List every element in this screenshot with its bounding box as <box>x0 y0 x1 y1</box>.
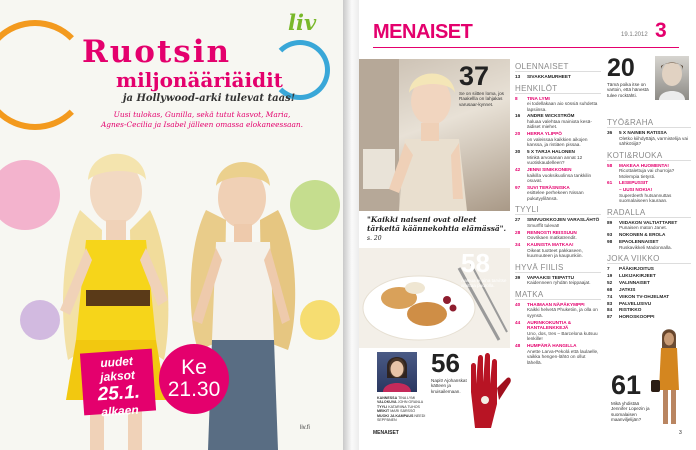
credit-name: NEEDI SEPPÄNEN <box>377 413 426 423</box>
toc-page-number: 87 <box>607 314 613 320</box>
toc-entry-description: esittelee perhekeen Nissan pukutyylilänsä. <box>527 190 584 201</box>
toc-entry-title: PÄÄKIRJOITUS <box>619 266 654 272</box>
toc-entry-description: Kaidenneen ryhdän teippaajat. <box>527 280 591 286</box>
toc-entry[interactable] <box>607 301 691 307</box>
credits-list <box>377 396 439 422</box>
toc-entry-title: THAIMAAN NÄPÄKYMPPI <box>527 301 585 307</box>
headline-sub: miljonääriäidit <box>116 68 283 92</box>
toc-entry[interactable] <box>515 343 601 365</box>
toc-entry-title: SIVAKKAMURHEET <box>527 74 571 79</box>
toc-page-number: 34 <box>515 242 521 248</box>
feature-caption-58: Aamua ei aina tarvitse aloittaa puurolla. <box>461 278 507 289</box>
red-driving-gloves-photo <box>463 352 513 430</box>
feature-number-61: 61 <box>611 370 642 400</box>
toc-page-number: 52 <box>607 279 613 285</box>
toc-entry-description: Oovrikaen matkatrendit. <box>527 235 577 241</box>
toc-page-number: 20 <box>515 131 521 137</box>
childhood-illustration <box>655 56 689 100</box>
toc-entry-head <box>607 180 691 186</box>
advert-deck-line: Agnes-Cecilia ja Isabel jälleen omassa elokaneessaan. <box>100 120 304 129</box>
toc-entry-title: PALVELUSIVU <box>619 300 652 306</box>
toc-entry[interactable] <box>515 320 601 342</box>
page-number: 3 <box>655 19 667 42</box>
headline-main: Ruotsin <box>82 34 232 70</box>
airtime-day: Ke <box>181 356 207 379</box>
toc-page-number: 39 <box>515 274 521 280</box>
header-rule <box>373 47 679 48</box>
toc-entry-description: Punaisen maton Janet. <box>619 225 667 231</box>
toc-page-number: 89 <box>607 219 613 225</box>
toc-list <box>607 266 691 320</box>
toc-section <box>515 205 601 258</box>
toc-entry-description: Anette Larva-Pekolá että laulaelle, vaikka hengen-lähtö on ollut lähellä. <box>527 348 599 365</box>
toc-section <box>515 263 601 286</box>
toc-section <box>515 62 601 80</box>
toc-entry[interactable] <box>607 187 691 204</box>
new-episodes-badge <box>80 349 156 420</box>
pull-quote-text: "Kaikki naiseni ovat olleet tärkeitä käännekohtia elämässä". <box>367 215 507 234</box>
toc-entry-description: Ruskavikkeli Madonnalla. <box>619 244 672 250</box>
toc-entry[interactable] <box>607 220 691 231</box>
toc-entry-description: kaikilla vuoksikuolinsa tankkilin osuvat. <box>527 172 592 184</box>
toc-section-title: JOKA VIIKKO <box>607 254 691 264</box>
toc-section-title: RADALLA <box>607 208 691 218</box>
toc-entry-head <box>515 74 601 80</box>
pancakes-photo <box>359 248 510 348</box>
toc-column-1 <box>515 62 601 369</box>
toc-page-number: 13 <box>515 74 521 79</box>
toc-entry-description: Uno, dos, tres – Barcelona kutsuu lenkille! <box>527 330 598 342</box>
toc-section <box>515 290 601 365</box>
toc-entry-head <box>607 294 691 300</box>
toc-entry[interactable] <box>515 242 601 259</box>
credit-name: TINA LYMI <box>398 396 416 400</box>
credit-row <box>377 414 439 423</box>
credit-role: KANNESSA <box>377 396 398 400</box>
credit-name: MARI SÄRSSÖ <box>390 409 416 414</box>
toc-entry-title: JENNI SINIKKONEN <box>527 167 572 173</box>
toc-entry-title: TINA LYMI <box>527 95 550 101</box>
channel-website: liv.fi <box>300 425 310 431</box>
toc-list <box>515 302 601 365</box>
magazine-title: MENAISET <box>373 21 473 43</box>
toc-entry[interactable] <box>515 217 601 228</box>
promo-date: 25.1. <box>96 381 141 406</box>
toc-entry-head <box>607 273 691 279</box>
credit-role: MUOKI JA KAMPAUS <box>377 413 414 418</box>
toc-entry-title: 5 X TARJA HALONEN <box>527 149 575 155</box>
credit-role: VALOKUVA <box>377 400 397 405</box>
toc-entry-description: ei todellakaan aio sössiä suhdetta lapsiinsa. <box>527 101 598 112</box>
toc-page-number: 16 <box>515 113 521 119</box>
toc-entry-title: SINIVUOKKOJEN VARASLÄHTÖ <box>527 217 600 223</box>
credit-name: JOHN GRANLA <box>397 400 424 405</box>
advert-deck <box>60 110 343 130</box>
toc-entry-title: HERRA YLIPPÖ <box>527 131 562 137</box>
toc-entry-title: – UUSI NOKIA! <box>619 187 653 193</box>
toc-list <box>607 130 691 147</box>
toc-entry[interactable] <box>607 307 691 313</box>
cover-star-photo <box>359 59 510 211</box>
toc-entry-description: Superdeeth hutsannuttas suomalaiseen kauraan. <box>619 192 672 204</box>
promo-line: uudet <box>99 353 134 371</box>
toc-entry[interactable] <box>515 96 601 113</box>
footer-brand: MENAISET <box>373 430 399 436</box>
toc-entry-title: LESEPUSSIT <box>619 180 649 186</box>
toc-section <box>607 151 691 204</box>
toc-page-number: 93 <box>607 232 613 238</box>
toc-entry-title: RISTIKKO <box>619 307 642 313</box>
toc-list <box>515 217 601 258</box>
channel-logo: liv <box>288 10 317 35</box>
toc-entry-title: VIIDAKON VALTIATTARET <box>619 219 678 225</box>
toc-entry[interactable] <box>607 280 691 286</box>
toc-page-number: 28 <box>515 229 521 235</box>
toc-entry-title: RENNOSTI REISSUUN <box>527 229 577 235</box>
toc-section-title: HYVÄ FIILIS <box>515 263 601 273</box>
toc-entry-title: 5 X NAINEN RATISSA <box>619 130 667 135</box>
toc-page-number: 8 <box>515 95 518 101</box>
toc-page-number: 98 <box>607 239 613 245</box>
toc-section-title: TYYLI <box>515 205 601 215</box>
table-of-contents-page <box>359 0 696 450</box>
toc-entry[interactable] <box>515 302 601 319</box>
airtime-time: 21.30 <box>167 378 221 401</box>
toc-page-number: 7 <box>607 266 610 272</box>
toc-entry-description: Kaikki helvetä Phuketiin, ja olla on syynsä. <box>527 307 598 318</box>
footer-page-number: 3 <box>679 430 682 436</box>
toc-entry[interactable] <box>515 185 601 202</box>
promo-line: jaksot <box>99 367 136 385</box>
toc-entry[interactable] <box>515 167 601 184</box>
toc-page-number: 44 <box>515 319 521 325</box>
toc-page-number: 61 <box>607 180 613 186</box>
credit-name: KATARIINA TUHOS <box>388 404 420 409</box>
toc-entry-description: on valeissaa kaikkien aikojen kanssa, ja ristiäen pissaa. <box>527 136 588 148</box>
toc-section-title: OLENNAISET <box>515 62 601 72</box>
toc-page-number: 42 <box>515 167 521 173</box>
toc-section <box>515 84 601 202</box>
toc-entry-title: KAUNISTA MATKAA! <box>527 242 574 248</box>
toc-entry-title: VIIKON TV-OHJELMAT <box>619 293 670 299</box>
editor-portrait-illustration <box>377 352 417 392</box>
toc-entry-head <box>607 232 691 238</box>
airtime-badge <box>159 344 229 414</box>
toc-entry-title: HUMPÄRÄ HANGILLA <box>527 343 577 349</box>
toc-entry[interactable] <box>607 180 691 186</box>
toc-entry[interactable] <box>515 149 601 166</box>
toc-entry-title: EPAOLENNAISET <box>619 239 659 245</box>
toc-entry-title: LUKIJAKIRJEET <box>619 272 656 278</box>
toc-page-number: 36 <box>607 130 613 135</box>
toc-list <box>515 96 601 202</box>
feature-number-20: 20 <box>607 54 635 82</box>
pull-quote <box>367 215 510 244</box>
headline-tagline: ja Hollywood-arki tulevat taas! <box>122 93 296 104</box>
toc-entry[interactable] <box>607 239 691 250</box>
toc-entry-description: Smurffit tulevat! <box>527 222 560 228</box>
toc-entry-title: SUVI TERÄSNISKA <box>527 184 570 190</box>
feature-caption-61: Mikä yhdistää Jennifer Lopezin ja suomalaisen maanviljelijän? <box>611 401 650 423</box>
toc-entry-title: NOKONEN & EROLA <box>619 232 666 238</box>
toc-page-number: 27 <box>515 217 521 223</box>
toc-entry-description: Minkä arvosanan annat 12 vuotiskaudelleen? <box>527 154 583 166</box>
toc-page-number: 40 <box>515 301 521 307</box>
feature-number-56: 56 <box>431 348 460 378</box>
feature-number-37: 37 <box>459 61 490 91</box>
toc-entry[interactable] <box>607 232 691 238</box>
toc-entry-title: VAPAAKSI TEIPATTU <box>527 274 575 280</box>
toc-entry-description: Oikeat tuotteet pakkaseen, kuumuuteen ja kaupunkiin. <box>527 247 583 259</box>
toc-entry[interactable] <box>515 74 601 80</box>
toc-entry-title: ANDRE WICKSTRÖM <box>527 113 575 119</box>
issue-date: 19.1.2012 <box>621 32 648 38</box>
toc-section-title: KOTI&RUOKA <box>607 151 691 161</box>
toc-entry[interactable] <box>607 273 691 279</box>
jennifer-lopez-photo <box>649 328 689 430</box>
toc-list <box>607 163 691 204</box>
toc-entry[interactable] <box>607 130 691 147</box>
toc-page-number: 19 <box>607 272 613 278</box>
toc-section <box>607 118 691 147</box>
toc-page-number: 83 <box>607 300 613 306</box>
toc-entry[interactable] <box>515 113 601 130</box>
spine-gutter <box>343 0 359 450</box>
tv-advert-page <box>0 0 343 450</box>
toc-entry-head <box>607 307 691 313</box>
toc-column-2 <box>607 118 691 324</box>
toc-list <box>607 220 691 250</box>
toc-page-number: 84 <box>607 307 613 313</box>
toc-entry-head <box>607 301 691 307</box>
toc-entry-title: VALINNAISET <box>619 279 650 285</box>
toc-page-number <box>607 187 619 193</box>
advert-deck-line: Uusi tulokas, Gunilla, sekä tutut kasvot, Maria, <box>113 110 291 119</box>
toc-entry-head <box>607 280 691 286</box>
toc-list <box>515 74 601 80</box>
toc-entry-title: JATKIS <box>619 286 636 292</box>
toc-entry-description: Ricottalettuja vai churroja? Molempia tietysti. <box>619 168 675 179</box>
toc-page-number: 30 <box>515 149 521 155</box>
credit-role: MEIKIT <box>377 409 390 414</box>
feature-caption-56: Napit! Ajohanskat kätteen ja kruisailemaan. <box>431 378 467 394</box>
toc-entry[interactable] <box>607 287 691 293</box>
toc-entry-head <box>607 314 691 320</box>
toc-entry-description: haluaa valehtaa mainiota kesä-äidiset miehet. <box>527 118 592 130</box>
toc-page-number: 48 <box>515 343 521 349</box>
toc-entry[interactable] <box>607 314 691 320</box>
pull-quote-page-ref: s. 20 <box>367 235 382 243</box>
feature-caption-20: Tämä poika itse on vartoin, että hänestä tulee rocktähti. <box>607 82 649 98</box>
toc-page-number: 58 <box>607 162 613 168</box>
credit-role: TYYLI <box>377 404 388 409</box>
toc-section-title: TYÖ&RAHA <box>607 118 691 128</box>
toc-entry-title: MAKEAA HUOMENTA! <box>619 162 669 168</box>
toc-entry-title: AURINKOKUNTIA & RANTALENKKEJÄ <box>527 319 572 331</box>
editor-portrait <box>377 352 417 392</box>
feature-number-58: 58 <box>461 248 490 278</box>
toc-entry-title: HOROSKOOPPI <box>619 314 655 320</box>
toc-list <box>515 275 601 286</box>
toc-entry[interactable] <box>515 131 601 148</box>
toc-entry[interactable] <box>515 275 601 286</box>
toc-page-number: 74 <box>607 293 613 299</box>
toc-entry[interactable] <box>515 230 601 241</box>
toc-page-number: 68 <box>607 286 613 292</box>
toc-section <box>607 254 691 320</box>
toc-section-title: HENKILÖT <box>515 84 601 94</box>
toc-entry-head <box>515 320 601 331</box>
toc-entry-head <box>607 287 691 293</box>
toc-entry-description: Oletko kiihdyttäjä, varmistelija vai sähkötiijä? <box>619 135 689 146</box>
promo-line: alkaen <box>100 402 140 420</box>
toc-page-number: 97 <box>515 184 521 190</box>
toc-section-title: MATKA <box>515 290 601 300</box>
toc-entry[interactable] <box>607 266 691 272</box>
toc-entry[interactable] <box>607 294 691 300</box>
toc-section <box>607 208 691 250</box>
toc-entry-head <box>607 266 691 272</box>
toc-entry[interactable] <box>607 163 691 180</box>
childhood-photo <box>655 56 689 100</box>
feature-caption-37: Se on siitten loma, jos Raakellla on lahjakas varusaar-kynnet. <box>459 91 504 107</box>
